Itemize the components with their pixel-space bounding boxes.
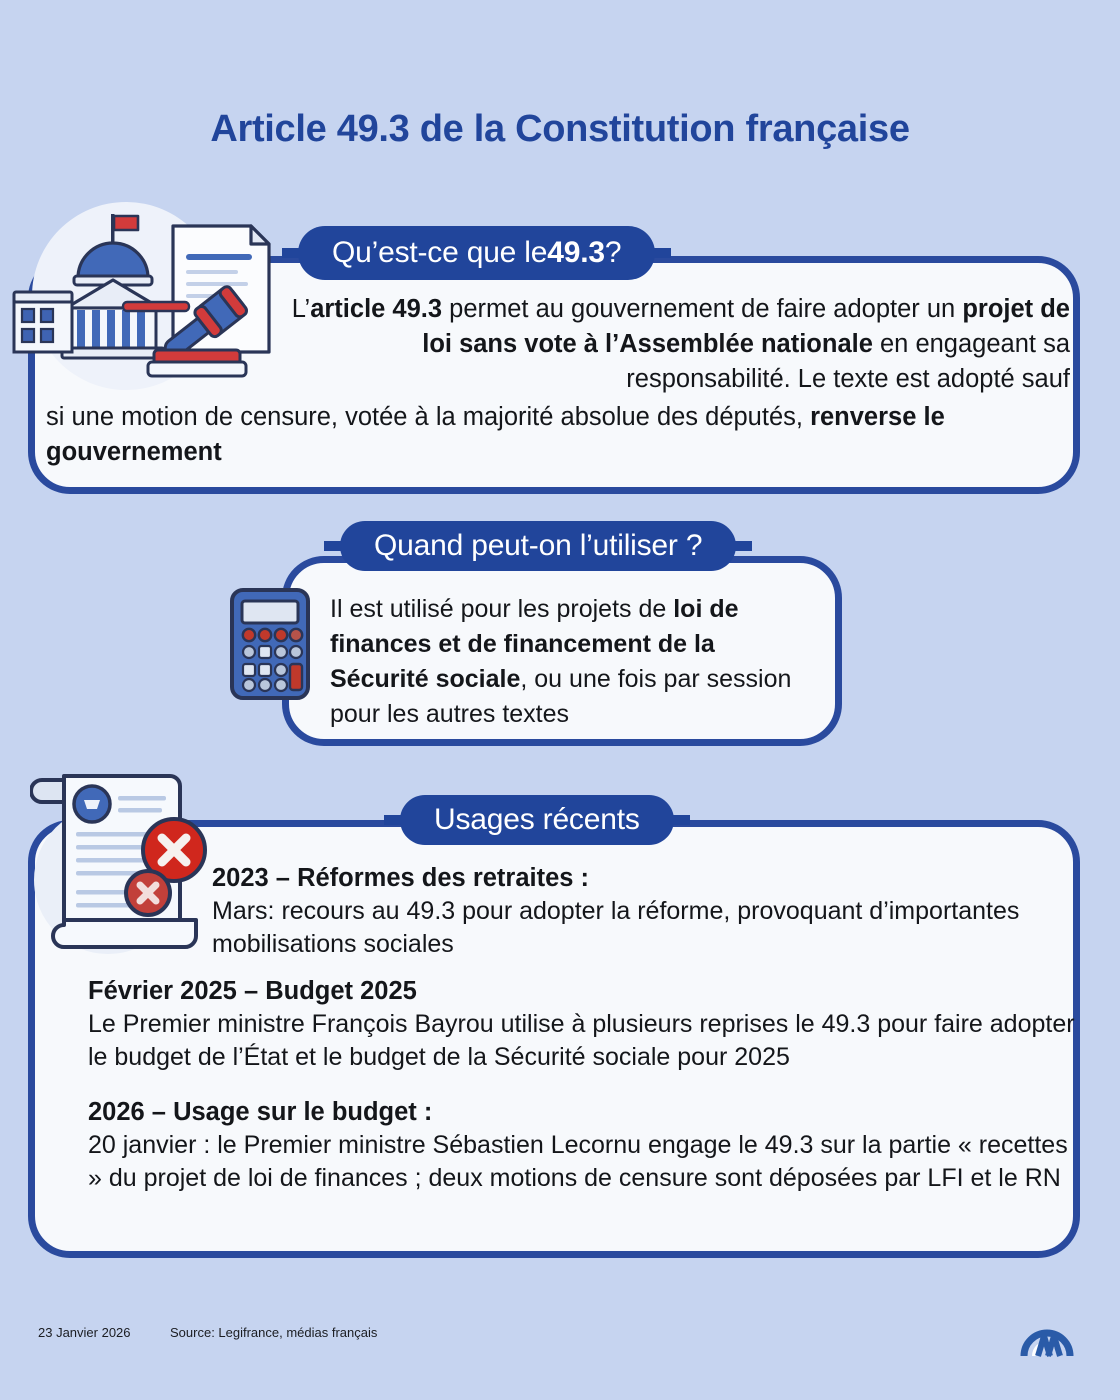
aa-logo-icon (1018, 1312, 1076, 1360)
footer-source: Source: Legifrance, médias français (170, 1325, 378, 1340)
usage-entry (212, 862, 1022, 961)
calculator-icon (228, 586, 312, 702)
pill-label-prefix: Qu’est-ce que le (332, 236, 548, 269)
footer-date: 23 Janvier 2026 (38, 1325, 131, 1340)
usage-entry-heading: 2023 – Réformes des retraites : (212, 864, 590, 892)
section-header-when-to-use (340, 521, 736, 571)
usage-entry-heading: 2026 – Usage sur le budget : (88, 1098, 433, 1126)
usage-entry-description: Le Premier ministre François Bayrou utilise à plusieurs reprises le 49.3 pour faire adopter le budget de l’État et le budget de la Sécurité sociale pour 2025 (88, 1010, 1075, 1071)
usage-entry-heading: Février 2025 – Budget 2025 (88, 977, 417, 1005)
pill-connector-right (730, 541, 752, 551)
section-header-what-is-it (298, 226, 655, 280)
pill-connector-right (668, 815, 690, 825)
usage-entry-description: 20 janvier : le Premier ministre Sébastien Lecornu engage le 49.3 sur la partie « recettes » du projet de loi de finances ; deux motions de censure sont déposées par LFI et le RN (88, 1131, 1068, 1192)
usage-entry (88, 975, 1083, 1074)
usage-entry (88, 1096, 1088, 1195)
document-rejected-icon (30, 762, 230, 974)
pill-connector-left (324, 541, 346, 551)
what-is-it-paragraph-bottom: si une motion de censure, votée à la majorité absolue des députés, renverse le gouvernement (46, 403, 945, 466)
when-to-use-paragraph: Il est utilisé pour les projets de loi de finances et de financement de la Sécurité sociale, ou une fois par session pour les autres textes (330, 595, 792, 728)
pill-label: Quand peut-on l’utiliser ? (374, 529, 703, 562)
pill-connector-right (649, 248, 671, 258)
section-header-recent-uses (400, 795, 674, 845)
pill-label-bold: 49.3 (547, 236, 605, 269)
pill-label-suffix: ? (604, 236, 622, 269)
pill-connector-left (282, 248, 304, 258)
parliament-building-gavel-icon (8, 196, 276, 404)
pill-label: Usages récents (434, 803, 640, 836)
page-title: Article 49.3 de la Constitution française (210, 108, 910, 150)
usage-entry-description: Mars: recours au 49.3 pour adopter la réforme, provoquant d’importantes mobilisations sociales (212, 897, 1020, 958)
what-is-it-paragraph-top: L’article 49.3 permet au gouvernement de faire adopter un projet de loi sans vote à l’Assemblée nationale en engageant sa responsabilité. Le texte est adopté sauf (291, 295, 1070, 393)
pill-connector-left (384, 815, 406, 825)
